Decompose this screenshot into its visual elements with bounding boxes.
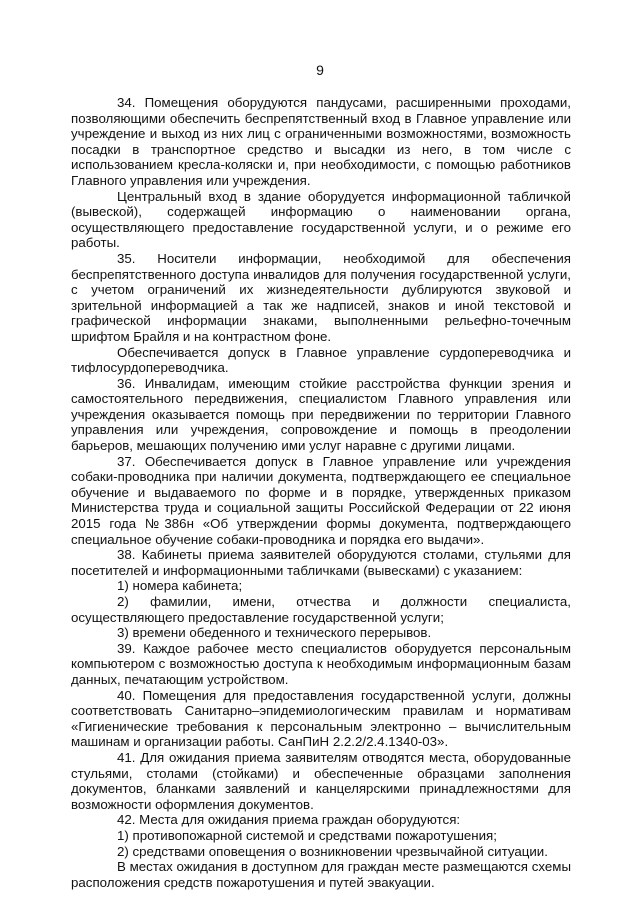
paragraph-34: 34. Помещения оборудуются пандусами, расширенными проходами, позволяющими обеспечить беспрепятственный вход в Главное управление или учреждение и выход из них лиц с ограниченными возможностями, возможность посадки в транспортное средство и высадки из него, в том числе с использованием кресла-коляски и, при необходимости, с помощью работников Главного управления или учреждения.: [71, 95, 571, 188]
paragraph-evacuation-schemes: В местах ожидания в доступном для граждан месте размещаются схемы расположения средств пожаротушения и путей эвакуации.: [71, 859, 571, 890]
list-item-42-1: 1) противопожарной системой и средствами пожаротушения;: [117, 827, 497, 843]
list-item-38-1: 1) номера кабинета;: [117, 578, 243, 594]
list-item-38-2: 2) фамилии, имени, отчества и должности специалиста, осуществляющего предоставление государственной услуги;: [71, 594, 571, 625]
list-item-38-3: 3) времени обеденного и технического перерывов.: [117, 625, 432, 641]
paragraph-42: 42. Места для ожидания приема граждан оборудуются:: [117, 812, 461, 828]
paragraph-35: 35. Носители информации, необходимой для обеспечения беспрепятственного доступа инвалидов для получения государственной услуги, с учетом ограничений их жизнедеятельности дублируются звуковой и зрительной информацией а так же надписей, знаков и иной текстовой и графической информации знаками, выполненными рельефно-точечным шрифтом Брайля и на контрастном фоне.: [71, 250, 571, 344]
paragraph-37: 37. Обеспечивается допуск в Главное управление или учреждения собаки-проводника при наличии документа, подтверждающего ее специальное обучение и выдаваемого по форме и в порядке, утвержденных приказом Министерства труда и социальной защиты Российской Федерации от 22 июня 2015 года №386н «Об утверждении формы документа, подтверждающего специальное обучение собаки-проводника и порядка его выдачи».: [71, 453, 571, 547]
list-item-42-2: 2) средствами оповещения о возникновении чрезвычайной ситуации.: [117, 843, 548, 859]
paragraph-40: 40. Помещения для предоставления государственной услуги, должны соответствовать Санитарно–эпидемиологическим правилам и нормативам «Гигиенические требования к персональным электронно – вычислительным машинам и организации работы. СанПиН 2.2.2/2.4.1340-03».: [71, 687, 571, 750]
document-body: [71, 95, 571, 890]
paragraph-39: 39. Каждое рабочее место специалистов оборудуется персональным компьютером с возможностью доступа к необходимым информационным базам данных, печатающим устройством.: [71, 640, 571, 687]
page-number: 9: [316, 62, 324, 78]
paragraph-38: 38. Кабинеты приема заявителей оборудуются столами, стульями для посетителей и информационными табличками (вывесками) с указанием:: [71, 547, 571, 578]
paragraph-41: 41. Для ожидания приема заявителям отводятся места, оборудованные стульями, столами (стойками) и обеспеченные образцами заполнения документов, бланками заявлений и канцелярскими принадлежностями для возможности оформления документов.: [71, 749, 571, 812]
paragraph-central-entrance: Центральный вход в здание оборудуется информационной табличкой (вывеской), содержащей информацию о наименовании органа, осуществляющего предоставление государственной услуги, и о режиме его работы.: [71, 188, 571, 251]
paragraph-36: 36. Инвалидам, имеющим стойкие расстройства функции зрения и самостоятельного передвижения, специалистом Главного управления или учреждения оказывается помощь при передвижении по территории Главного управления или учреждения, сопровождение и помощь в преодолении барьеров, мешающих получению ими услуг наравне с другими лицами.: [71, 375, 571, 454]
paragraph-sign-interpreter: Обеспечивается допуск в Главное управление сурдопереводчика и тифлосурдопереводчика.: [71, 344, 571, 376]
